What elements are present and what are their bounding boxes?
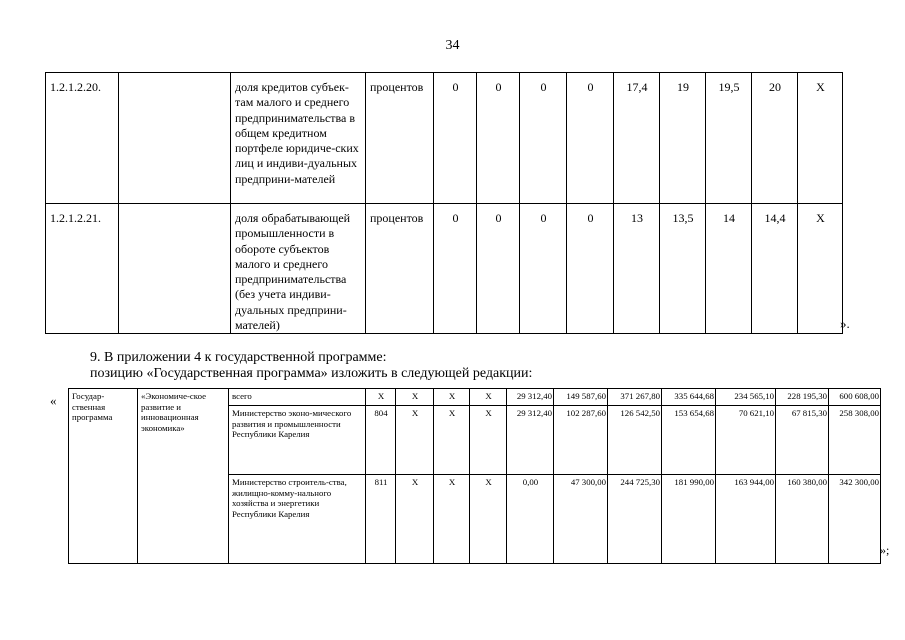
value-cell: 14,4 — [752, 204, 798, 334]
empty-cell — [119, 73, 231, 204]
value-cell: 0 — [567, 73, 614, 204]
value-cell: 14 — [706, 204, 752, 334]
amount-cell: 371 267,80 — [608, 389, 662, 406]
amount-cell: 102 287,60 — [554, 406, 608, 475]
amount-cell: 244 725,30 — [608, 475, 662, 564]
value-cell: 0 — [520, 73, 567, 204]
value-cell: 0 — [567, 204, 614, 334]
amount-cell: 0,00 — [507, 475, 554, 564]
value-cell: 17,4 — [614, 73, 660, 204]
value-cell: 19 — [660, 73, 706, 204]
value-cell: 0 — [477, 73, 520, 204]
table-row — [46, 73, 843, 204]
table-row — [46, 204, 843, 334]
grbs-cell: 804 — [366, 406, 396, 475]
amount-cell: 258 308,00 — [829, 406, 881, 475]
vr-cell: Х — [470, 406, 507, 475]
amount-cell: 149 587,60 — [554, 389, 608, 406]
funding-table — [68, 388, 881, 564]
amount-cell: 29 312,40 — [507, 389, 554, 406]
status-cell: Государ-ственная программа — [69, 389, 138, 564]
paragraph-line: позицию «Государственная программа» изложить в следующей редакции: — [90, 366, 533, 381]
value-cell: 0 — [434, 204, 477, 334]
indicator-unit: процентов — [366, 73, 434, 204]
table-row — [69, 389, 881, 406]
grbs-cell: Х — [366, 389, 396, 406]
indicator-code: 1.2.1.2.20. — [46, 73, 119, 204]
csr-cell: Х — [434, 475, 470, 564]
grbs-cell: 811 — [366, 475, 396, 564]
page-number: 34 — [445, 38, 460, 53]
csr-cell: Х — [434, 389, 470, 406]
paragraph-line: 9. В приложении 4 к государственной программе: — [90, 350, 387, 365]
indicator-unit: процентов — [366, 204, 434, 334]
value-cell: 0 — [434, 73, 477, 204]
amount-cell: 29 312,40 — [507, 406, 554, 475]
value-cell: 13,5 — [660, 204, 706, 334]
amount-cell: 342 300,00 — [829, 475, 881, 564]
amount-cell: 70 621,10 — [716, 406, 776, 475]
amount-cell: 160 380,00 — [776, 475, 829, 564]
value-cell: Х — [798, 73, 843, 204]
executor-cell: Министерство строитель-ства, жилищно-комму-нального хозяйства и энергетики Республики Карелия — [229, 475, 366, 564]
csr-cell: Х — [434, 406, 470, 475]
opening-quote: « — [50, 393, 57, 408]
closing-quote: ». — [840, 316, 850, 331]
amount-cell: 335 644,68 — [662, 389, 716, 406]
value-cell: 20 — [752, 73, 798, 204]
rzpr-cell: Х — [396, 475, 434, 564]
value-cell: 19,5 — [706, 73, 752, 204]
indicators-table — [45, 72, 843, 334]
vr-cell: Х — [470, 389, 507, 406]
amount-cell: 67 815,30 — [776, 406, 829, 475]
amount-cell: 163 944,00 — [716, 475, 776, 564]
value-cell: 13 — [614, 204, 660, 334]
amount-cell: 47 300,00 — [554, 475, 608, 564]
executor-cell: всего — [229, 389, 366, 406]
rzpr-cell: Х — [396, 389, 434, 406]
vr-cell: Х — [470, 475, 507, 564]
rzpr-cell: Х — [396, 406, 434, 475]
indicator-name: доля кредитов субъек-там малого и среднего предпринимательства в общем кредитном портфеле юридиче-ских лиц и индиви-дуальных предприни-мателей — [231, 73, 366, 204]
value-cell: 0 — [477, 204, 520, 334]
value-cell: Х — [798, 204, 843, 334]
amount-cell: 153 654,68 — [662, 406, 716, 475]
closing-quote: »; — [880, 543, 890, 557]
amount-cell: 600 608,00 — [829, 389, 881, 406]
amount-cell: 234 565,10 — [716, 389, 776, 406]
value-cell: 0 — [520, 204, 567, 334]
indicator-code: 1.2.1.2.21. — [46, 204, 119, 334]
amount-cell: 126 542,50 — [608, 406, 662, 475]
amount-cell: 228 195,30 — [776, 389, 829, 406]
amount-cell: 181 990,00 — [662, 475, 716, 564]
executor-cell: Министерство эконо-мического развития и промышленности Республики Карелия — [229, 406, 366, 475]
indicator-name: доля обрабатывающей промышленности в обороте субъектов малого и среднего предпринимательства (без учета индиви-дуальных предприни-мателей) — [231, 204, 366, 334]
program-name-cell: «Экономиче-ское развитие и инновационная экономика» — [138, 389, 229, 564]
empty-cell — [119, 204, 231, 334]
